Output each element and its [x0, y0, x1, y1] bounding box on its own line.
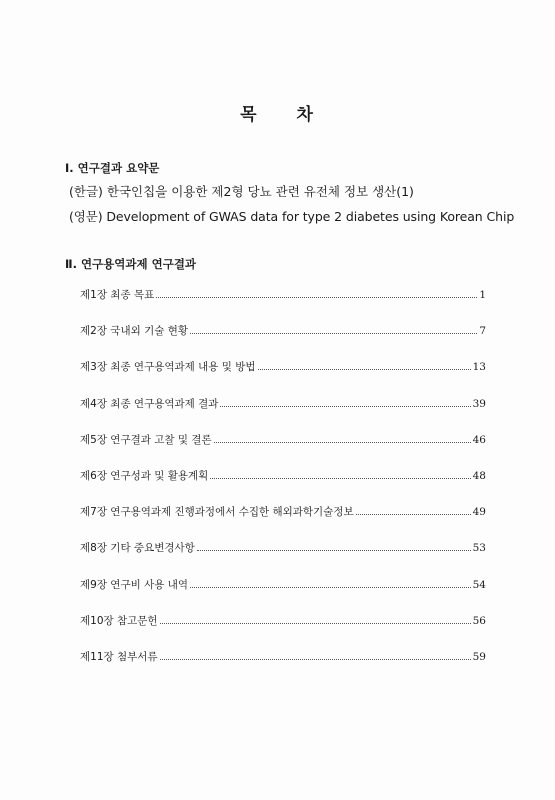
toc-entry-label: 제7장 연구용역과제 진행과정에서 수집한 해외과학기술정보 [80, 506, 354, 519]
section-2-heading: Ⅱ. 연구용역과제 연구결과 [65, 257, 197, 271]
toc-entry-label: 제4장 최종 연구용역과제 결과 [80, 397, 219, 410]
toc-entry-page-number: 54 [472, 578, 486, 591]
toc-entry-label: 제5장 연구결과 고찰 및 결론 [80, 433, 212, 446]
toc-entry-label: 제1장 최종 목표 [80, 289, 155, 301]
toc-dot-leader [160, 622, 471, 624]
toc-entry-label: 제2장 국내외 기술 현황 [80, 325, 188, 338]
toc-entry[interactable] [80, 432, 486, 448]
toc-entry[interactable] [80, 396, 486, 412]
toc-dot-leader [156, 296, 477, 298]
toc-entry-page-number: 1 [479, 289, 486, 301]
toc-entry-page-number: 13 [472, 361, 486, 374]
toc-dot-leader [190, 586, 471, 588]
toc-entry-label: 제9장 연구비 사용 내역 [80, 578, 188, 591]
toc-entry-label: 제6장 연구성과 및 활용계획 [80, 470, 209, 482]
toc-dot-leader [210, 477, 470, 479]
toc-entry[interactable] [80, 468, 486, 484]
toc-entry[interactable] [80, 577, 486, 593]
summary-english-title: (영문) Development of GWAS data for type 2 diabetes using Korean Chip [69, 209, 515, 224]
toc-entry[interactable] [80, 540, 486, 556]
toc-entry-page-number: 56 [472, 614, 486, 627]
section-1-heading: Ⅰ. 연구결과 요약문 [65, 161, 160, 175]
toc-entry-page-number: 48 [472, 470, 486, 482]
toc-entry-page-number: 59 [472, 651, 486, 663]
toc-dot-leader [197, 549, 471, 551]
toc-entry-page-number: 49 [472, 506, 486, 519]
toc-entry[interactable] [80, 613, 486, 629]
toc-entry-page-number: 7 [479, 325, 486, 338]
title-part-1: 목 [240, 105, 259, 125]
toc-dot-leader [214, 441, 471, 443]
toc-entry-label: 제11장 첨부서류 [80, 651, 158, 663]
toc-entry-page-number: 53 [472, 542, 486, 555]
toc-dot-leader [258, 368, 471, 370]
toc-dot-leader [190, 332, 477, 334]
toc-entry-page-number: 39 [472, 397, 486, 410]
page-title [0, 100, 555, 125]
summary-korean-title: (한글) 한국인칩을 이용한 제2형 당뇨 관련 유전체 정보 생산(1) [69, 184, 414, 199]
toc-entry-label: 제3장 최종 연구용역과제 내용 및 방법 [80, 361, 256, 374]
toc-entry-page-number: 46 [472, 433, 486, 446]
toc-entry[interactable] [80, 359, 486, 375]
title-part-2: 차 [296, 105, 315, 125]
toc-entry[interactable] [80, 649, 486, 665]
toc-dot-leader [160, 658, 471, 660]
toc-entry-label: 제8장 기타 중요변경사항 [80, 542, 195, 555]
toc-dot-leader [356, 513, 471, 515]
toc-entry[interactable] [80, 504, 486, 520]
toc-entry[interactable] [80, 323, 486, 339]
toc-entry[interactable] [80, 287, 486, 303]
toc-dot-leader [220, 405, 470, 407]
toc-entry-label: 제10장 참고문헌 [80, 614, 158, 627]
